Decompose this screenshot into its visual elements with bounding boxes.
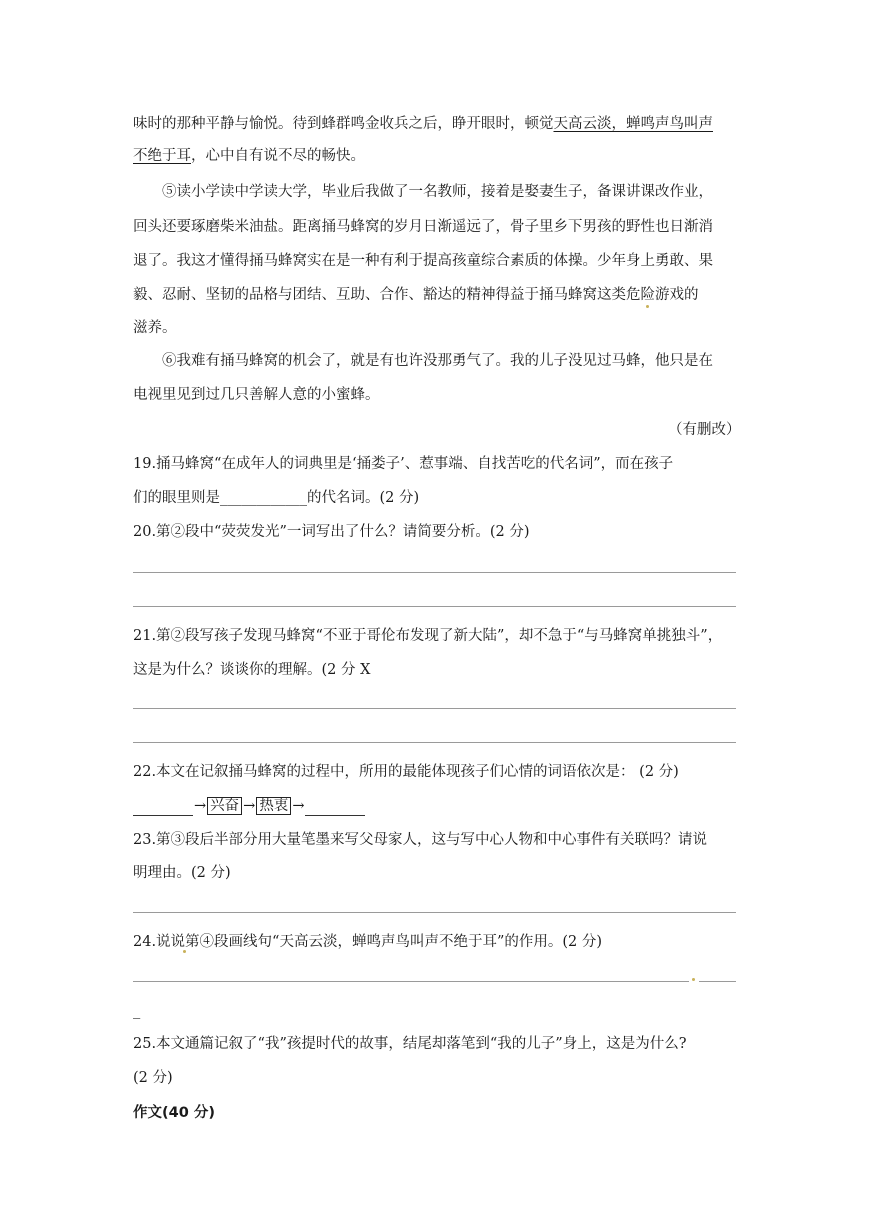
- p4-underlined-sentence: 天高云淡，蝉鸣声鸟叫声: [553, 116, 713, 132]
- q22-answer-chain: [133, 796, 365, 816]
- q23-line1: 23.第③段后半部分用大量笔墨来写父母家人，这与写中心人物和中心事件有关联吗？请说: [133, 832, 708, 848]
- arrow-right-icon: →: [194, 798, 207, 814]
- passage-p6-line1: ⑥我难有捅马蜂窝的机会了，就是有也许没那勇气了。我的儿子没见过马蜂，他只是在: [162, 353, 713, 369]
- p4-underlined-sentence-end: 不绝于耳: [133, 148, 191, 164]
- passage-p5-line2: 回头还要琢磨柴米油盐。距离捅马蜂窝的岁月日渐遥远了，骨子里乡下男孩的野性也日渐消: [133, 219, 713, 235]
- q22-blank-1[interactable]: [133, 801, 193, 816]
- q19-answer-blank[interactable]: ____________: [220, 490, 307, 506]
- q20-text: 20.第②段中“荧荧发光”一词写出了什么？请简要分析。(2 分): [133, 524, 530, 540]
- q20-answer-line-2[interactable]: [133, 606, 736, 607]
- passage-p5-line1: ⑤读小学读中学读大学，毕业后我做了一名教师，接着是娶妻生子，备课讲课改作业，: [162, 184, 713, 200]
- q19-text-b: 的代名词。(2 分): [307, 490, 420, 506]
- q24-answer-line-2[interactable]: [699, 981, 736, 982]
- q25-line1: 25.本文通篇记叙了“我”孩提时代的故事，结尾却落笔到“我的儿子”身上，这是为什么?: [133, 1036, 687, 1052]
- q24-answer-line-1[interactable]: [133, 981, 689, 982]
- scan-speck: [646, 305, 649, 308]
- q23-line2: 明理由。(2 分): [133, 865, 231, 881]
- composition-heading: 作文(40 分): [133, 1105, 215, 1121]
- q19-line2: [133, 488, 419, 508]
- q20-answer-line-1[interactable]: [133, 572, 736, 573]
- q25-line2: (2 分): [133, 1070, 173, 1086]
- passage-p5-line4: 毅、忍耐、坚韧的品格与团结、互助、合作、豁达的精神得益于捅马蜂窝这类危险游戏的: [133, 287, 699, 303]
- edit-note: （有删改）: [668, 422, 741, 438]
- arrow-right-icon: →: [292, 798, 305, 814]
- scan-speck: [692, 978, 695, 981]
- q22-blank-2[interactable]: [305, 801, 365, 816]
- passage-p5-line5: 滋养。: [133, 320, 177, 336]
- q23-answer-line[interactable]: [133, 912, 736, 913]
- q21-line2: 这是为什么？谈谈你的理解。(2 分 X: [133, 662, 371, 678]
- q19-line1: 19.捅马蜂窝“在成年人的词典里是‘捅娄子’、惹事端、自找苦吃的代名词”，而在孩子: [133, 456, 674, 472]
- passage-p4-line2: [133, 146, 365, 166]
- q22-word-keen: 热衷: [256, 797, 291, 815]
- q22-word-excited: 兴奋: [207, 797, 242, 815]
- passage-p4-line1: [133, 114, 713, 134]
- q21-line1: 21.第②段写孩子发现马蜂窝“不亚于哥伦布发现了新大陆”，却不急于“与马蜂窝单挑独斗”，: [133, 628, 723, 644]
- passage-p6-line2: 电视里见到过几只善解人意的小蜜蜂。: [133, 387, 380, 403]
- q21-answer-line-1[interactable]: [133, 708, 736, 709]
- p4-text-end: ，心中自有说不尽的畅快。: [191, 148, 365, 164]
- q22-text: 22.本文在记叙捅马蜂窝的过程中，所用的最能体现孩子们心情的词语依次是： (2 分): [133, 764, 679, 780]
- q24-text: 24.说说第④段画线句“天高云淡，蝉鸣声鸟叫声不绝于耳”的作用。(2 分): [133, 934, 603, 950]
- q19-text-a: 们的眼里则是: [133, 490, 220, 506]
- p4-text: 味时的那种平静与愉悦。待到蜂群鸣金收兵之后，睁开眼时，顿觉: [133, 116, 554, 132]
- q21-answer-line-2[interactable]: [133, 742, 736, 743]
- passage-p5-line3: 退了。我这才懂得捅马蜂窝实在是一种有利于提高孩童综合素质的体操。少年身上勇敢、果: [133, 253, 713, 269]
- q24-trailing-dash: _: [133, 1003, 141, 1019]
- arrow-right-icon: →: [243, 798, 256, 814]
- scan-speck: [183, 950, 186, 953]
